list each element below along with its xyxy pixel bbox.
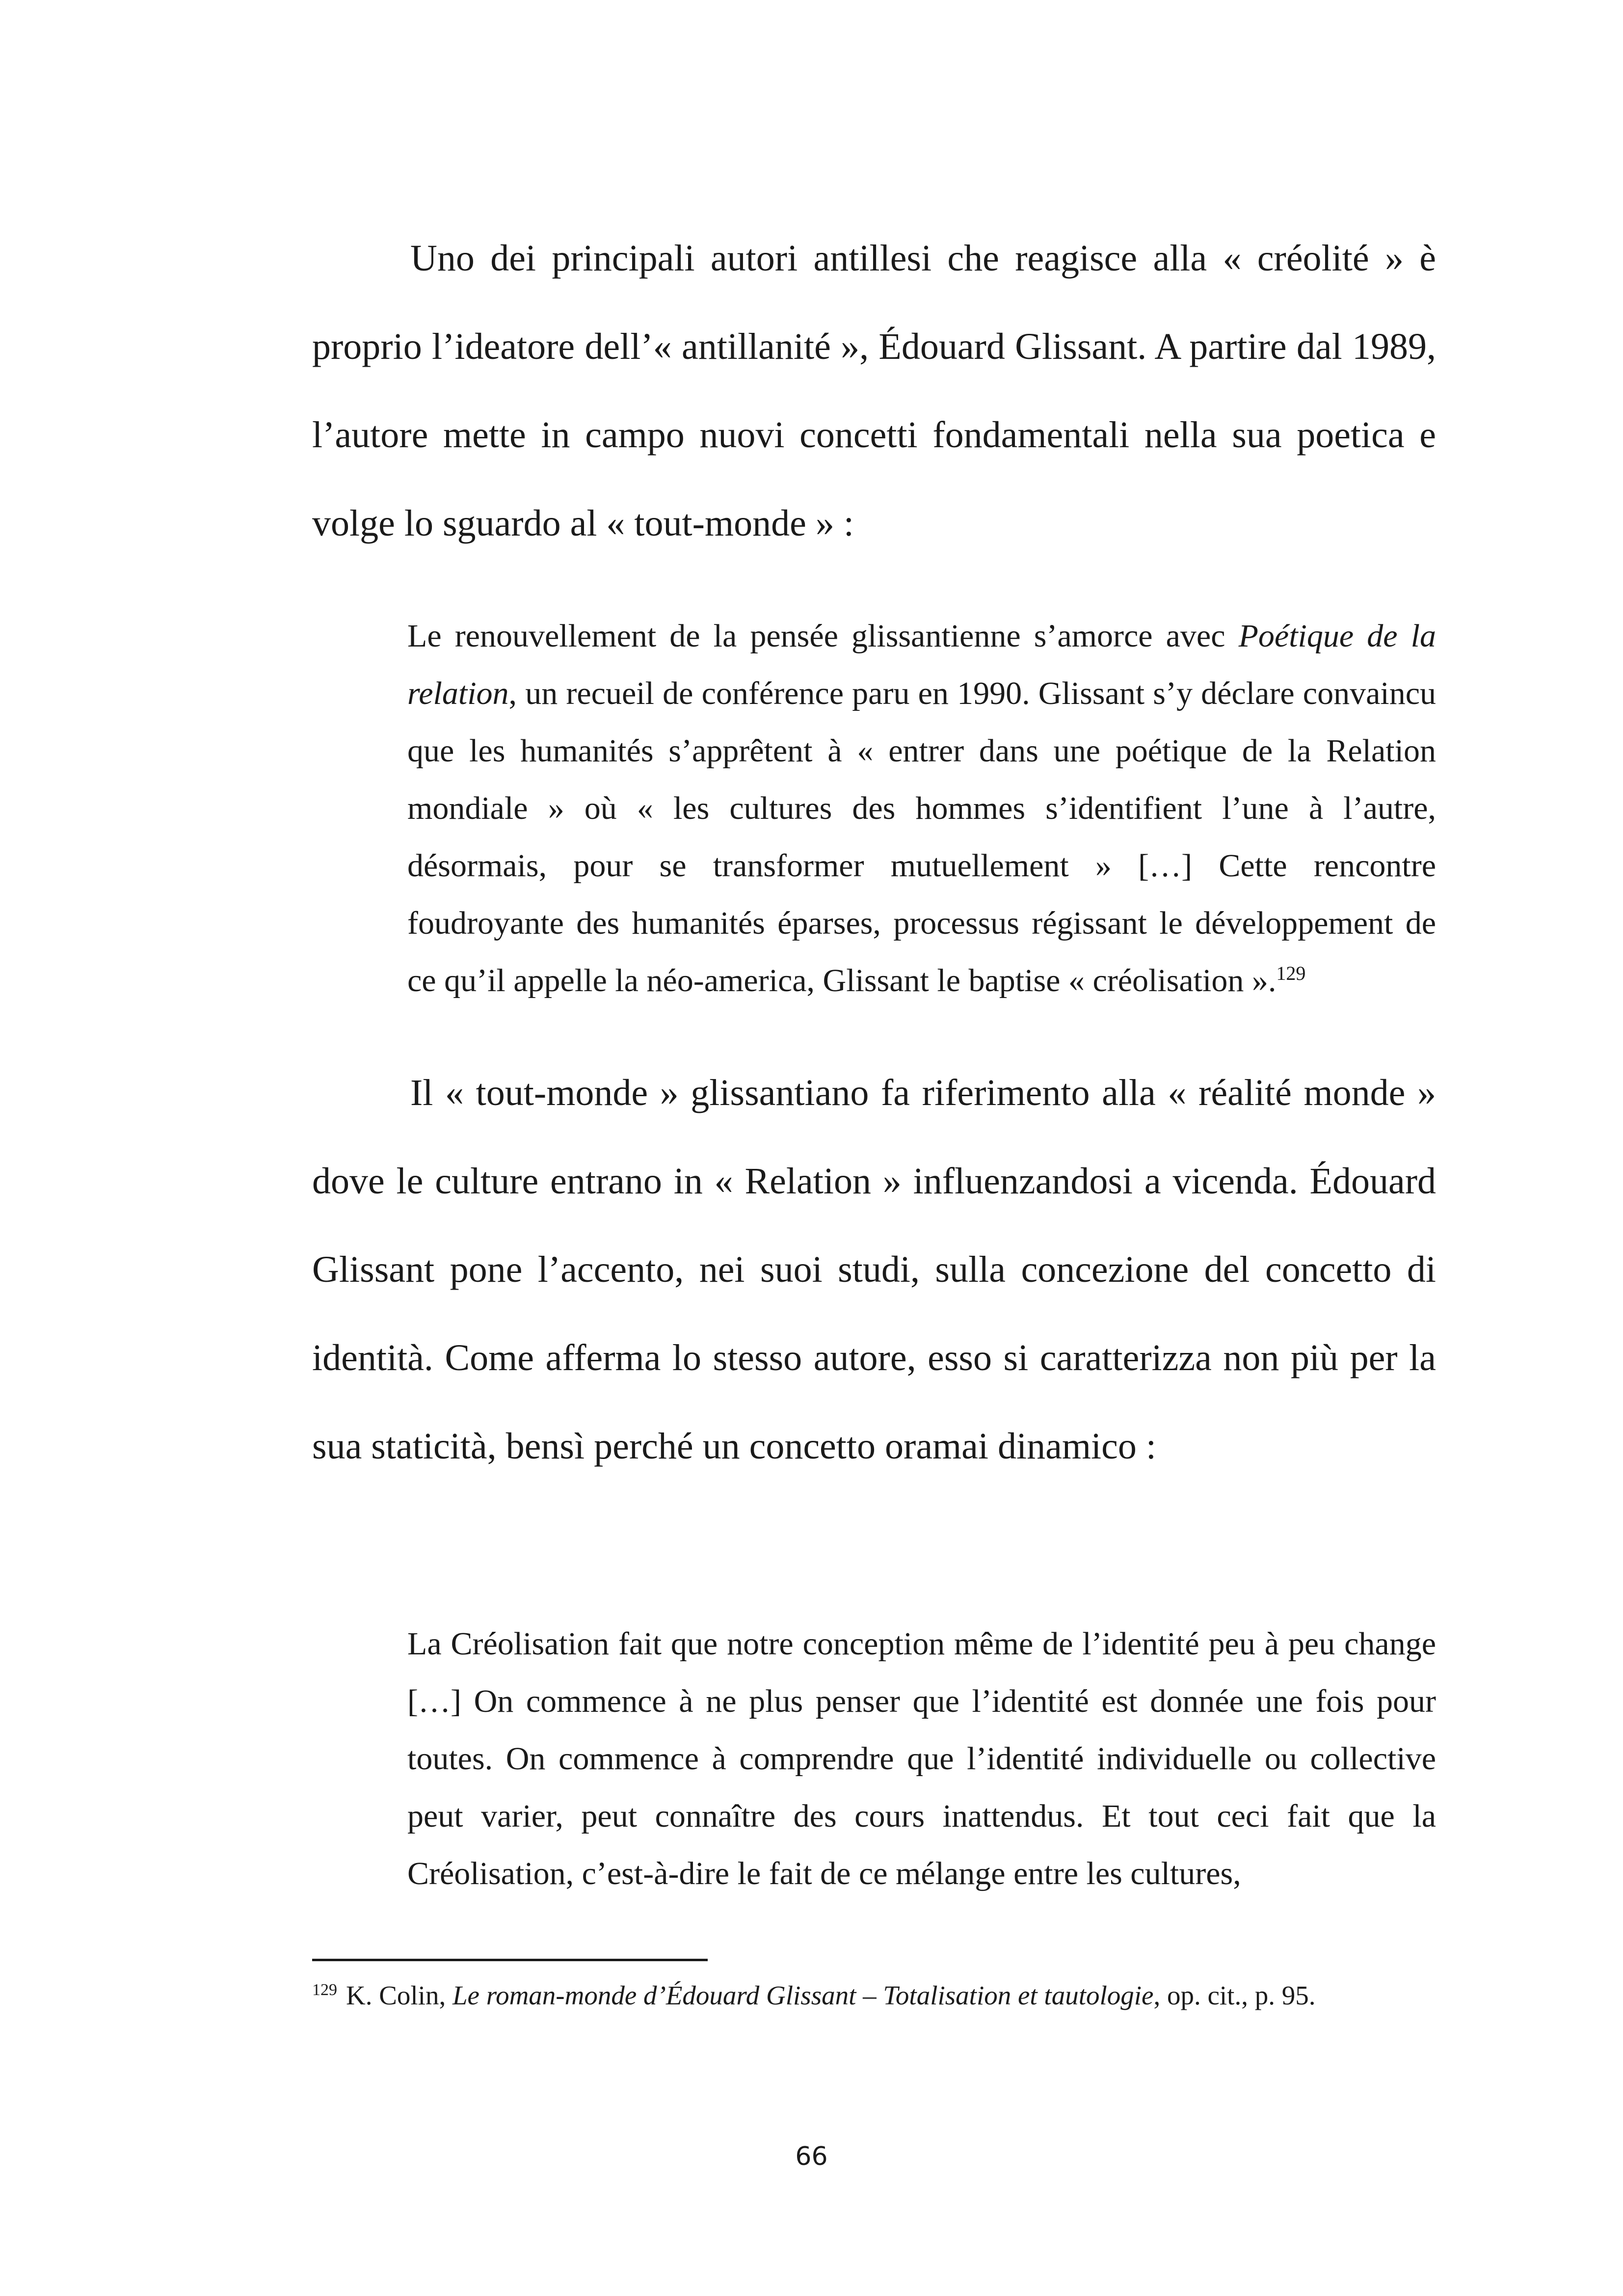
body-paragraph-2: Il « tout-monde » glissantiano fa riferimento alla « réalité monde » dove le culture entrano in « Relation » influenzandosi a vicenda. Édouard Glissant pone l’accento, nei suoi studi, sulla concezione del concetto di identità. Come afferma lo stesso autore, esso si caratterizza non più per la sua staticità, bensì perché un concetto oramai dinamico : bbox=[312, 1072, 1436, 1467]
footnote-number: 129 bbox=[312, 1980, 337, 1999]
footnote-title: Le roman-monde d’Édouard Glissant – Totalisation et tautologie bbox=[452, 1980, 1154, 2010]
footnote-author: K. Colin, bbox=[346, 1980, 452, 2010]
quote-1-book-title: Poétique de la relation bbox=[407, 618, 1436, 711]
footnote bbox=[312, 1976, 1436, 2015]
block-quote-2: La Créolisation fait que notre conception même de l’identité peu à peu change […] On commence à ne plus penser que l’identité est donnée une fois pour toutes. On commence à comprendre que l’identité individuelle ou collective peut varier, peut connaître des cours inattendus. Et tout ceci fait que la Créolisation, c’est-à-dire le fait de ce mélange entre les cultures, bbox=[407, 1626, 1436, 1891]
block-quote-1 bbox=[407, 607, 1436, 1009]
footnote-separator bbox=[312, 1959, 708, 1961]
footnote-reference[interactable]: 129 bbox=[1276, 962, 1306, 984]
page-number: 66 bbox=[795, 2142, 828, 2171]
quote-1-text-start: Le renouvellement de la pensée glissantienne s’amorce avec bbox=[407, 618, 1239, 654]
body-paragraph-1: Uno dei principali autori antillesi che reagisce alla « créolité » è proprio l’ideatore dell’« antillanité », Édouard Glissant. A partire dal 1989, l’autore mette in campo nuovi concetti fondamentali nella sua poetica e volge lo sguardo al « tout-monde » : bbox=[312, 238, 1436, 544]
footnote-citation: , op. cit., p. 95. bbox=[1153, 1980, 1316, 2010]
quote-1-text-end: , un recueil de conférence paru en 1990. Glissant s’y déclare convaincu que les humanités s’apprêtent à « entrer dans une poétique de la Relation mondiale » où « les cultures des hommes s’identifient l’une à l’autre, désormais, pour se transformer mutuellement » […] Cette rencontre foudroyante des humanités éparses, processus régissant le développement de ce qu’il appelle la néo-america, Glissant le baptise « créolisation ». bbox=[407, 675, 1436, 999]
